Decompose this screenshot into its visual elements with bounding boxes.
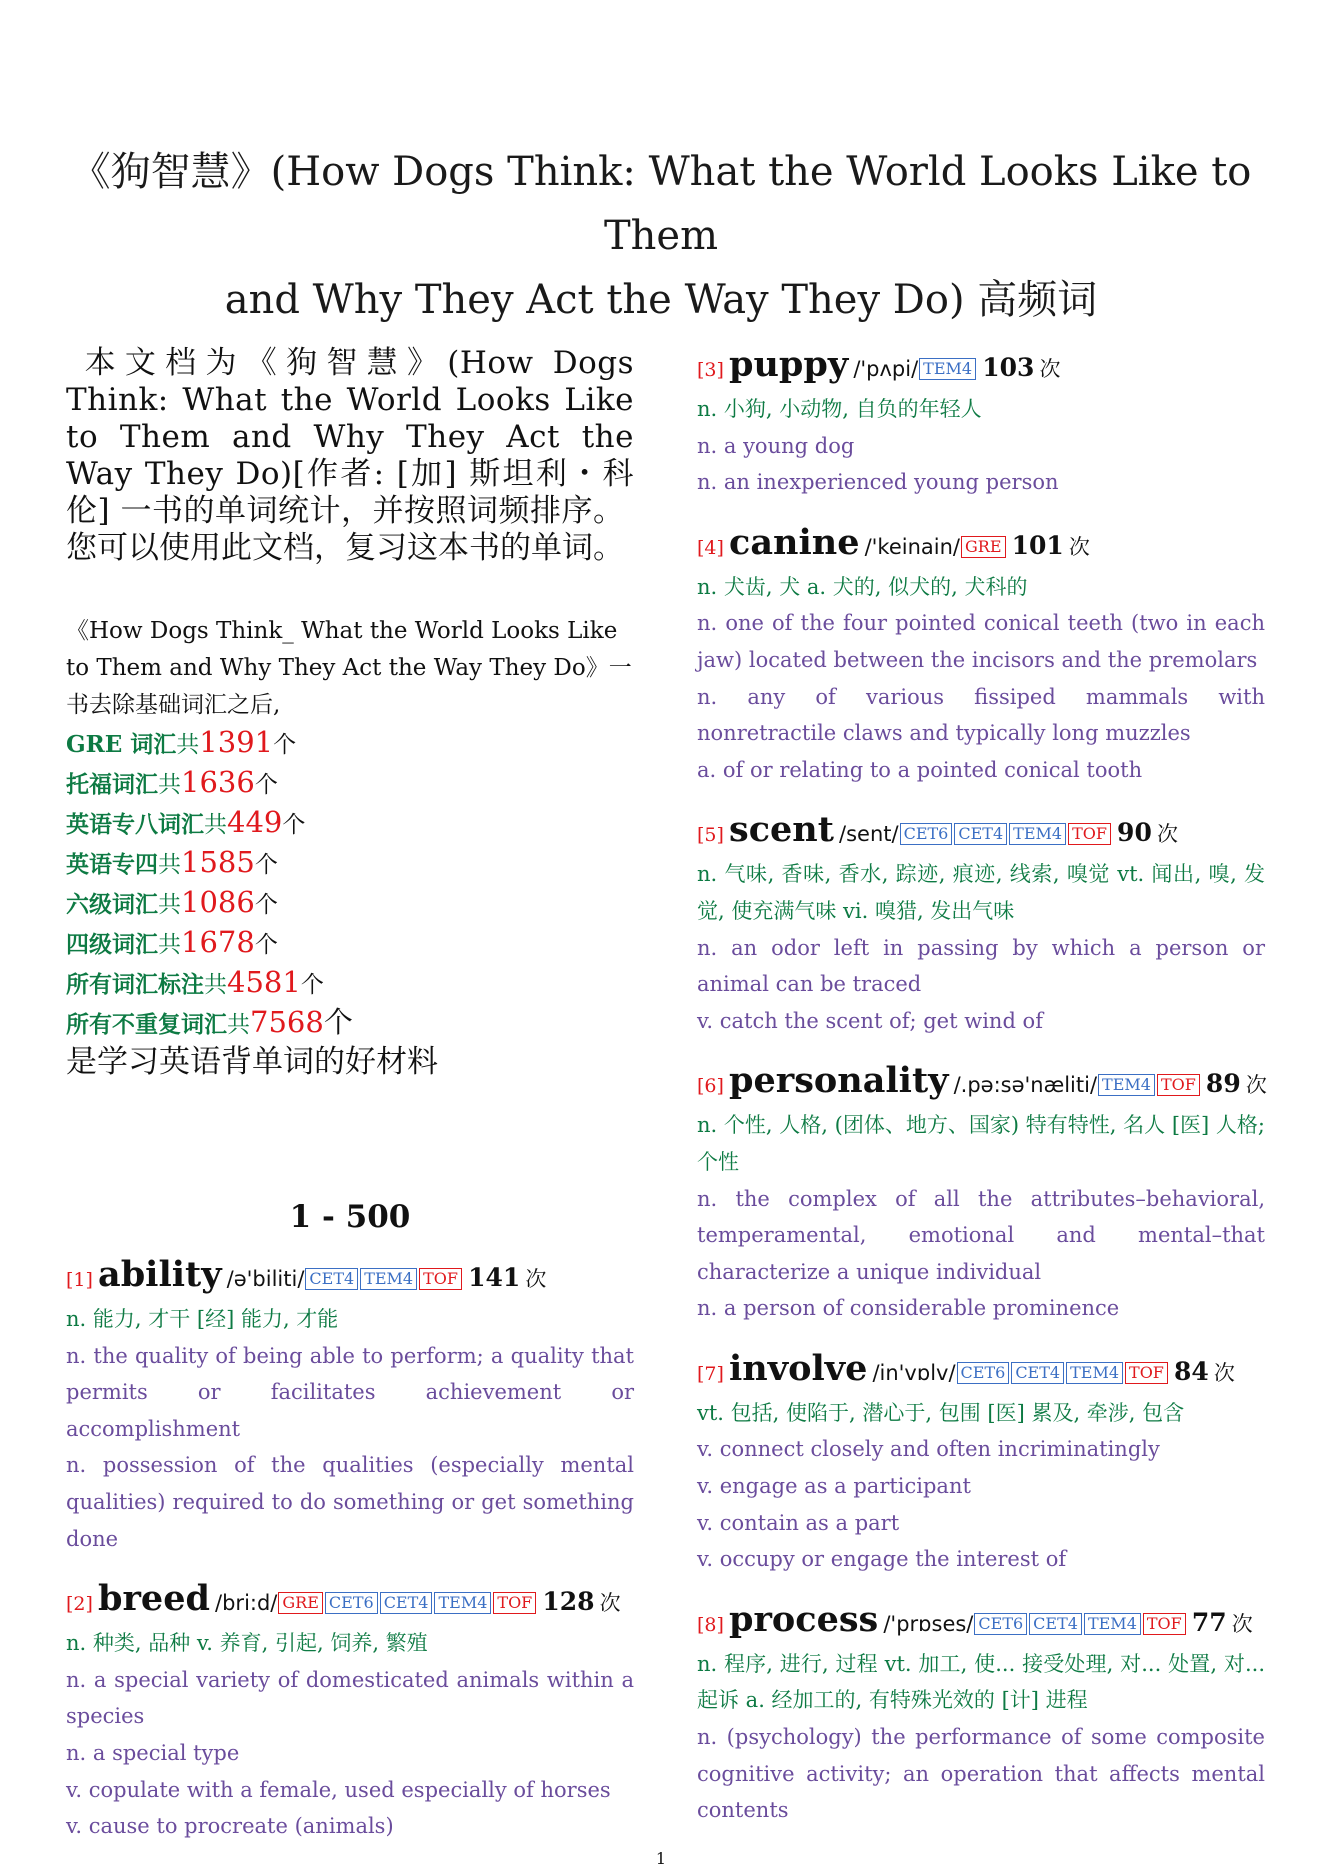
stat-label: 所有词汇标注 bbox=[66, 971, 204, 998]
stat-label: 英语专四 bbox=[66, 851, 158, 878]
entry-phonetic: /'pʌpi/ bbox=[853, 357, 919, 381]
exam-tag: GRE bbox=[961, 536, 1006, 558]
entry-head bbox=[697, 345, 1265, 391]
entry-word: involve bbox=[729, 1347, 868, 1389]
entry-index: [1] bbox=[66, 1269, 93, 1291]
exam-tag: TOF bbox=[419, 1268, 462, 1290]
stat-label: 四级词汇 bbox=[66, 931, 158, 958]
entry-phonetic: /'keinain/ bbox=[864, 534, 960, 559]
stat-row bbox=[66, 804, 634, 844]
word-entry bbox=[66, 1255, 634, 1557]
count-suffix: 次 bbox=[1213, 1360, 1235, 1385]
stat-suffix: 共 bbox=[176, 732, 200, 758]
entry-english-definition: n. an odor left in passing by which a person or animal can be traced bbox=[697, 935, 1265, 997]
entry-chinese-definition: n. 种类, 品种 v. 养育, 引起, 饲养, 繁殖 bbox=[66, 1631, 428, 1656]
entry-index: [4] bbox=[697, 536, 724, 559]
entry-english-definition: n. possession of the qualities (especially mental qualities) required to do something or get something done bbox=[66, 1453, 634, 1551]
stat-suffix: 共 bbox=[158, 932, 181, 958]
stat-label: 所有不重复词汇 bbox=[66, 1011, 227, 1038]
stat-suffix: 共 bbox=[227, 1012, 250, 1038]
entry-phonetic: /in'vɒlv/ bbox=[872, 1360, 956, 1385]
entry-count: 128 bbox=[542, 1587, 595, 1617]
exam-tag: CET6 bbox=[974, 1613, 1027, 1635]
entry-chinese-definition: n. 程序, 进行, 过程 vt. 加工, 使... 接受处理, 对... 处置, 对... 起诉 a. 经加工的, 有特殊光效的 [计] 进程 bbox=[697, 1651, 1265, 1713]
entry-english-definition: v. catch the scent of; get wind of bbox=[697, 1008, 1043, 1033]
entry-english-definition: n. any of various fissiped mammals with nonretractile claws and typically long muzzles bbox=[697, 684, 1265, 746]
entry-head bbox=[66, 1579, 634, 1625]
count-suffix: 次 bbox=[1245, 1073, 1267, 1098]
right-column bbox=[697, 345, 1265, 1851]
entry-count: 84 bbox=[1174, 1356, 1209, 1386]
entry-english-definition: v. cause to procreate (animals) bbox=[66, 1814, 394, 1839]
entry-count: 103 bbox=[982, 353, 1035, 382]
stat-label: 英语专八词汇 bbox=[66, 811, 204, 838]
exam-tag: TOF bbox=[1143, 1613, 1186, 1635]
entry-count: 89 bbox=[1205, 1069, 1241, 1099]
stat-unit: 个 bbox=[254, 852, 278, 878]
stat-unit: 个 bbox=[300, 972, 324, 998]
entry-word: scent bbox=[729, 809, 834, 851]
exam-tag: TEM4 bbox=[1084, 1613, 1141, 1635]
exam-tag: TEM4 bbox=[1098, 1074, 1155, 1096]
count-suffix: 次 bbox=[1068, 534, 1090, 559]
exam-tag: TOF bbox=[1068, 823, 1111, 845]
entry-chinese-definition: n. 个性, 人格, (团体、地方、国家) 特有特性, 名人 [医] 人格; 个性 bbox=[697, 1113, 1265, 1174]
range-heading: 1 - 500 bbox=[289, 1199, 411, 1235]
stat-unit: 个 bbox=[323, 1005, 353, 1039]
entry-english-definition: n. one of the four pointed conical teeth (two in each jaw) located between the incisors and the premolars bbox=[697, 611, 1265, 672]
exam-tag: TOF bbox=[493, 1592, 536, 1614]
stat-value: 1086 bbox=[181, 885, 255, 919]
exam-tag: TEM4 bbox=[1066, 1362, 1123, 1384]
stat-label: 六级词汇 bbox=[66, 891, 158, 918]
left-entries bbox=[66, 1255, 634, 1845]
entry-english-definition: v. connect closely and often incriminatingly bbox=[697, 1437, 1160, 1462]
entry-index: [7] bbox=[697, 1362, 724, 1385]
stats-list bbox=[66, 724, 634, 1044]
stat-label: GRE 词汇 bbox=[66, 731, 177, 758]
entry-phonetic: /bri:d/ bbox=[215, 1591, 278, 1616]
exam-tag: CET6 bbox=[957, 1362, 1010, 1384]
exam-tag: CET6 bbox=[900, 823, 953, 845]
stat-suffix: 共 bbox=[158, 772, 181, 798]
exam-tag: TOF bbox=[1157, 1074, 1200, 1096]
word-entry bbox=[697, 810, 1265, 1039]
stat-value: 1636 bbox=[181, 765, 255, 799]
entry-english-definition: a. of or relating to a pointed conical tooth bbox=[697, 757, 1143, 782]
exam-tag: CET6 bbox=[325, 1592, 378, 1614]
count-suffix: 次 bbox=[525, 1267, 547, 1291]
word-entry bbox=[66, 1579, 634, 1845]
stat-value: 1391 bbox=[199, 725, 274, 759]
entry-english-definition: v. contain as a part bbox=[697, 1510, 900, 1535]
title-line-1: 《狗智慧》(How Dogs Think: What the World Looks Like to Them bbox=[70, 149, 1252, 259]
entry-phonetic: /'prɒses/ bbox=[883, 1611, 974, 1636]
page-number: 1 bbox=[655, 1849, 667, 1868]
entry-count: 101 bbox=[1011, 530, 1064, 560]
document-title bbox=[40, 140, 1282, 332]
count-suffix: 次 bbox=[1039, 357, 1061, 381]
entry-index: [8] bbox=[697, 1613, 724, 1636]
stat-value: 449 bbox=[227, 805, 283, 839]
entry-word: breed bbox=[98, 1578, 210, 1620]
exam-tag: TEM4 bbox=[434, 1592, 491, 1614]
stat-suffix: 共 bbox=[158, 892, 181, 918]
entry-head bbox=[697, 810, 1265, 856]
exam-tag: TEM4 bbox=[360, 1268, 417, 1290]
entry-english-definition: n. a special type bbox=[66, 1740, 240, 1765]
entry-word: personality bbox=[729, 1060, 949, 1102]
entry-chinese-definition: n. 小狗, 小动物, 自负的年轻人 bbox=[697, 397, 982, 421]
title-line-2: and Why They Act the Way They Do) 高频词 bbox=[224, 277, 1098, 323]
exam-tag: TEM4 bbox=[1009, 823, 1066, 845]
entry-english-definition: n. an inexperienced young person bbox=[697, 470, 1059, 495]
entry-head bbox=[697, 1061, 1265, 1107]
stat-suffix: 共 bbox=[158, 852, 181, 878]
stat-unit: 个 bbox=[254, 932, 278, 958]
entry-count: 77 bbox=[1191, 1607, 1227, 1637]
stat-row bbox=[66, 724, 634, 764]
intro-paragraph-1: 本文档为《狗智慧》(How Dogs Think: What the World Looks Like to Them and Why They Act the Way They Do)[作者: [加] 斯坦利・科伦] 一书的单词统计，并按照词频排序。 bbox=[66, 345, 634, 529]
entry-head bbox=[697, 523, 1265, 569]
word-entry bbox=[697, 1600, 1265, 1829]
entry-head bbox=[66, 1255, 634, 1301]
entry-english-definition: v. occupy or engage the interest of bbox=[697, 1547, 1067, 1572]
exam-tag: TEM4 bbox=[919, 358, 976, 380]
exam-tag: GRE bbox=[278, 1592, 323, 1614]
exam-tag: CET4 bbox=[305, 1268, 358, 1290]
entry-english-definition: n. (psychology) the performance of some composite cognitive activity; an operation that affects mental contents bbox=[697, 1725, 1265, 1823]
exam-tag: TOF bbox=[1125, 1362, 1168, 1384]
entry-phonetic: /ə'biliti/ bbox=[226, 1267, 305, 1291]
entry-english-definition: n. the quality of being able to perform; a quality that permits or facilitates achievement or accomplishment bbox=[66, 1343, 634, 1441]
entry-index: [3] bbox=[697, 359, 724, 381]
stat-unit: 个 bbox=[282, 812, 306, 838]
exam-tag: CET4 bbox=[954, 823, 1007, 845]
stat-value: 7568 bbox=[250, 1005, 324, 1039]
stat-label: 托福词汇 bbox=[66, 771, 158, 798]
stat-row bbox=[66, 964, 634, 1004]
stat-row bbox=[66, 1004, 634, 1044]
count-suffix: 次 bbox=[1156, 822, 1178, 847]
exam-tag: CET4 bbox=[1011, 1362, 1064, 1384]
stat-value: 1678 bbox=[181, 925, 255, 959]
entry-word: canine bbox=[729, 521, 860, 563]
entry-chinese-definition: n. 气味, 香味, 香水, 踪迹, 痕迹, 线索, 嗅觉 vt. 闻出, 嗅, 发觉, 使充满气味 vi. 嗅猎, 发出气味 bbox=[697, 862, 1265, 923]
entry-chinese-definition: n. 能力, 才干 [经] 能力, 才能 bbox=[66, 1307, 339, 1331]
count-suffix: 次 bbox=[599, 1591, 621, 1616]
entry-word: puppy bbox=[729, 344, 849, 385]
entry-english-definition: n. a person of considerable prominence bbox=[697, 1296, 1120, 1321]
stat-unit: 个 bbox=[254, 892, 278, 918]
entry-index: [2] bbox=[66, 1593, 93, 1616]
entry-english-definition: v. engage as a participant bbox=[697, 1474, 971, 1499]
entry-phonetic: /.pə:sə'næliti/ bbox=[953, 1073, 1098, 1098]
intro-chinese bbox=[66, 345, 634, 567]
stat-suffix: 共 bbox=[204, 972, 227, 998]
entry-english-definition: n. the complex of all the attributes–behavioral, temperamental, emotional and mental–that characterize a unique individual bbox=[697, 1186, 1265, 1284]
entry-head bbox=[697, 1600, 1265, 1646]
stat-row bbox=[66, 844, 634, 884]
entry-word: process bbox=[729, 1598, 879, 1640]
entry-index: [6] bbox=[697, 1075, 724, 1098]
intro-book-line: 《How Dogs Think_ What the World Looks Like to Them and Why They Act the Way They Do》一书去除基础词汇之后, bbox=[66, 618, 632, 718]
word-entry bbox=[697, 523, 1265, 789]
entry-phonetic: /sent/ bbox=[839, 822, 899, 847]
stat-value: 1585 bbox=[181, 845, 255, 879]
stat-row bbox=[66, 764, 634, 804]
entry-count: 90 bbox=[1117, 818, 1152, 848]
entry-count: 141 bbox=[468, 1263, 521, 1292]
word-entry bbox=[697, 1061, 1265, 1327]
entry-english-definition: v. copulate with a female, used especially of horses bbox=[66, 1777, 611, 1802]
stat-unit: 个 bbox=[254, 772, 278, 798]
stat-row bbox=[66, 924, 634, 964]
entry-chinese-definition: n. 犬齿, 犬 a. 犬的, 似犬的, 犬科的 bbox=[697, 574, 1028, 599]
entry-english-definition: n. a special variety of domesticated animals within a species bbox=[66, 1667, 634, 1729]
entry-head bbox=[697, 1349, 1265, 1395]
entry-index: [5] bbox=[697, 824, 724, 847]
left-column bbox=[66, 345, 634, 1867]
entry-word: ability bbox=[98, 1254, 222, 1295]
word-entry bbox=[697, 1349, 1265, 1578]
word-entry bbox=[697, 345, 1265, 501]
closing-line: 是学习英语背单词的好材料 bbox=[66, 1044, 438, 1080]
entry-chinese-definition: vt. 包括, 使陷于, 潜心于, 包围 [医] 累及, 牵涉, 包含 bbox=[697, 1400, 1185, 1425]
entry-english-definition: n. a young dog bbox=[697, 433, 855, 458]
stat-row bbox=[66, 884, 634, 924]
exam-tag: CET4 bbox=[380, 1592, 433, 1614]
stat-value: 4581 bbox=[227, 965, 301, 999]
stat-unit: 个 bbox=[273, 732, 297, 758]
exam-tag: CET4 bbox=[1029, 1613, 1082, 1635]
intro-paragraph-2: 您可以使用此文档，复习这本书的单词。 bbox=[66, 530, 624, 566]
stat-suffix: 共 bbox=[204, 812, 227, 838]
count-suffix: 次 bbox=[1231, 1611, 1253, 1636]
right-entries bbox=[697, 345, 1265, 1829]
